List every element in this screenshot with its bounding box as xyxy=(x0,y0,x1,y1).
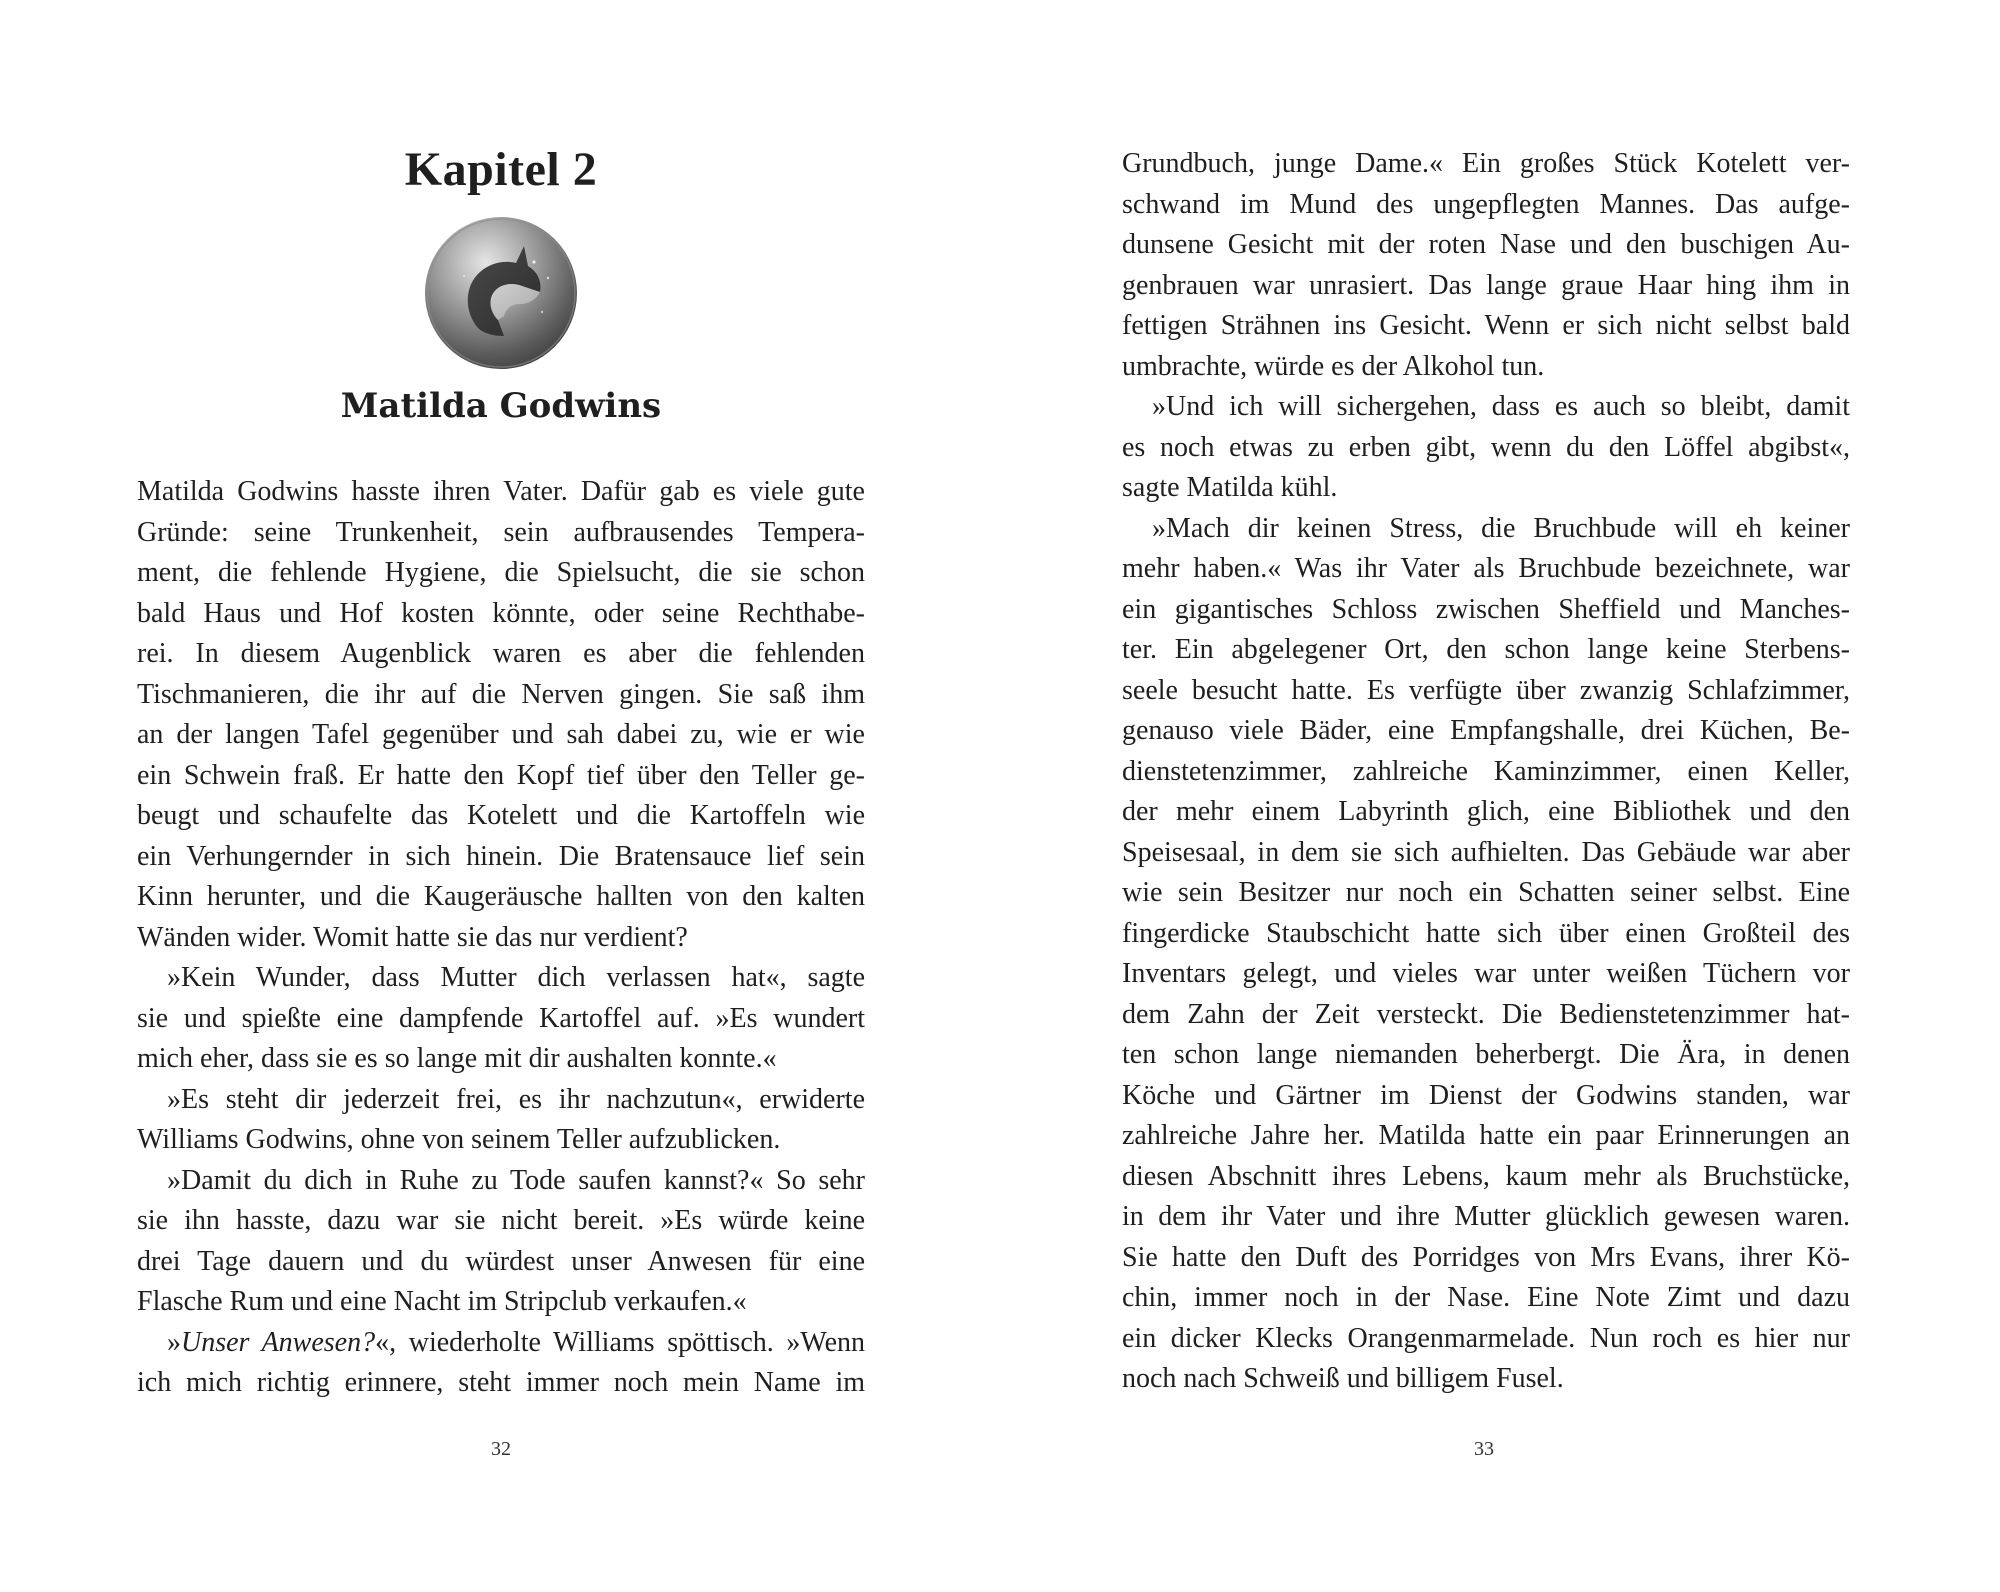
text-line: Flasche Rum und eine Nacht im Stripclub verkaufen.« xyxy=(137,1286,747,1317)
text-line: seele besucht hatte. Es verfügte über zwanzig Schlafzimmer, xyxy=(1122,674,1850,706)
text-line: Wänden wider. Womit hatte sie das nur verdient? xyxy=(137,921,688,953)
text-line: diesen Abschnitt ihres Lebens, kaum mehr als Bruchstücke, xyxy=(1122,1160,1850,1192)
text-line: mehr haben.« Was ihr Vater als Bruchbude bezeichnete, war xyxy=(1122,553,1850,584)
page-number-right-value: 33 xyxy=(1474,1438,1494,1460)
chapter-heading xyxy=(137,0,865,440)
text-line: fettigen Strähnen ins Gesicht. Wenn er sich nicht selbst bald xyxy=(1122,310,1850,341)
text-line: noch nach Schweiß und billigem Fusel. xyxy=(1122,1363,1564,1394)
text-line: beugt und schaufelte das Kotelett und die Kartoffeln wie xyxy=(137,800,865,831)
text-line: drei Tage dauern und du würdest unser Anwesen für eine xyxy=(137,1245,865,1277)
text-line: sagte Matilda kühl. xyxy=(1122,472,1338,503)
text-line: ter. Ein abgelegener Ort, den schon lange keine Sterbens- xyxy=(1122,634,1850,665)
text-line: in dem ihr Vater und ihre Mutter glücklich gewesen waren. xyxy=(1122,1201,1850,1232)
text-line: Inventars gelegt, und vieles war unter weißen Tüchern vor xyxy=(1122,958,1850,989)
text-line: Gründe: seine Trunkenheit, sein aufbrausendes Tempera- xyxy=(137,516,865,548)
text-line: genauso viele Bäder, eine Empfangshalle, drei Küchen, Be- xyxy=(1122,715,1850,746)
text-line: »Und ich will sichergehen, dass es auch so bleibt, damit xyxy=(1152,391,1850,422)
text-line: dunsene Gesicht mit der roten Nase und den buschigen Au- xyxy=(1122,229,1850,260)
text-line: ein Verhungernder in sich hinein. Die Bratensauce lief sein xyxy=(137,840,865,872)
text-line: wie sein Besitzer nur noch ein Schatten seiner selbst. Eine xyxy=(1122,877,1850,908)
fox-emblem-icon xyxy=(424,216,578,370)
left-body-text xyxy=(137,472,865,1404)
text-line: es noch etwas zu erben gibt, wenn du den Löffel abgibst«, xyxy=(1122,431,1850,463)
text-line: fingerdicke Staubschicht hatte sich über einen Großteil des xyxy=(1122,917,1850,949)
text-line: Sie hatte den Duft des Porridges von Mrs Evans, ihrer Kö- xyxy=(1122,1241,1850,1273)
text-line: Kinn herunter, und die Kaugeräusche hallten von den kalten xyxy=(137,881,865,912)
text-line: der mehr einem Labyrinth glich, eine Bibliothek und den xyxy=(1122,796,1850,827)
text-line: Grundbuch, junge Dame.« Ein großes Stück Kotelett ver- xyxy=(1122,148,1850,179)
text-line: ten schon lange niemanden beherbergt. Die Ära, in denen xyxy=(1122,1039,1850,1070)
text-line: »Kein Wunder, dass Mutter dich verlassen hat«, sagte xyxy=(167,962,865,993)
text-line: mich eher, dass sie es so lange mit dir aushalten konnte.« xyxy=(137,1043,777,1074)
text-line: Tischmanieren, die ihr auf die Nerven gingen. Sie saß ihm xyxy=(137,678,865,710)
text-line: ein Schwein fraß. Er hatte den Kopf tief über den Teller ge- xyxy=(137,759,865,791)
right-page xyxy=(1000,0,2000,1592)
text-line: rei. In diesem Augenblick waren es aber die fehlenden xyxy=(137,638,865,669)
text-line: ich mich richtig erinnere, steht immer noch mein Name im xyxy=(137,1367,865,1398)
text-line-italic: Unser Anwesen? xyxy=(181,1326,376,1358)
text-line: ment, die fehlende Hygiene, die Spielsucht, die sie schon xyxy=(137,557,865,588)
text-line: Matilda Godwins hasste ihren Vater. Dafür gab es viele gute xyxy=(137,476,865,507)
text-line: dienstetenzimmer, zahlreiche Kaminzimmer, einen Keller, xyxy=(1122,755,1850,787)
text-line: »Damit du dich in Ruhe zu Tode saufen kannst?« So sehr xyxy=(167,1164,865,1196)
right-body-text xyxy=(1122,144,1850,1400)
text-line: umbrachte, würde es der Alkohol tun. xyxy=(1122,350,1545,382)
text-line: sie ihn hasste, dazu war sie nicht bereit. »Es würde keine xyxy=(137,1205,865,1236)
text-line: schwand im Mund des ungepflegten Mannes. Das aufge- xyxy=(1122,188,1850,220)
text-line: ein gigantisches Schloss zwischen Sheffield und Manches- xyxy=(1122,593,1850,625)
text-line: chin, immer noch in der Nase. Eine Note Zimt und dazu xyxy=(1122,1282,1850,1313)
chapter-label: Kapitel 2 xyxy=(404,143,598,196)
text-line: dem Zahn der Zeit versteckt. Die Bedienstetenzimmer hat- xyxy=(1122,998,1850,1030)
text-line-pre: » xyxy=(167,1326,181,1358)
page-number-left-value: 32 xyxy=(491,1438,511,1460)
text-line: »Es steht dir jederzeit frei, es ihr nachzutun«, erwiderte xyxy=(167,1083,865,1115)
text-line-post: «, wiederholte Williams spöttisch. »Wenn xyxy=(375,1326,866,1358)
text-line: »Mach dir keinen Stress, die Bruchbude will eh keiner xyxy=(1152,512,1850,544)
text-line: Köche und Gärtner im Dienst der Godwins standen, war xyxy=(1122,1079,1850,1111)
text-line: sie und spießte eine dampfende Kartoffel auf. »Es wundert xyxy=(137,1002,865,1034)
text-line xyxy=(137,1323,865,1364)
text-line: bald Haus und Hof kosten könnte, oder seine Rechthabe- xyxy=(137,597,865,629)
text-line: Speisesaal, in dem sie sich aufhielten. Das Gebäude war aber xyxy=(1122,836,1850,868)
text-line: genbrauen war unrasiert. Das lange graue Haar hing ihm in xyxy=(1122,269,1850,301)
text-line: ein dicker Klecks Orangenmarmelade. Nun roch es hier nur xyxy=(1122,1322,1850,1354)
text-line: Williams Godwins, ohne von seinem Teller aufzublicken. xyxy=(137,1124,781,1155)
text-line: an der langen Tafel gegenüber und sah dabei zu, wie er wie xyxy=(137,719,865,750)
chapter-title: Matilda Godwins xyxy=(340,386,662,426)
text-line: zahlreiche Jahre her. Matilda hatte ein paar Erinnerungen an xyxy=(1122,1120,1850,1151)
